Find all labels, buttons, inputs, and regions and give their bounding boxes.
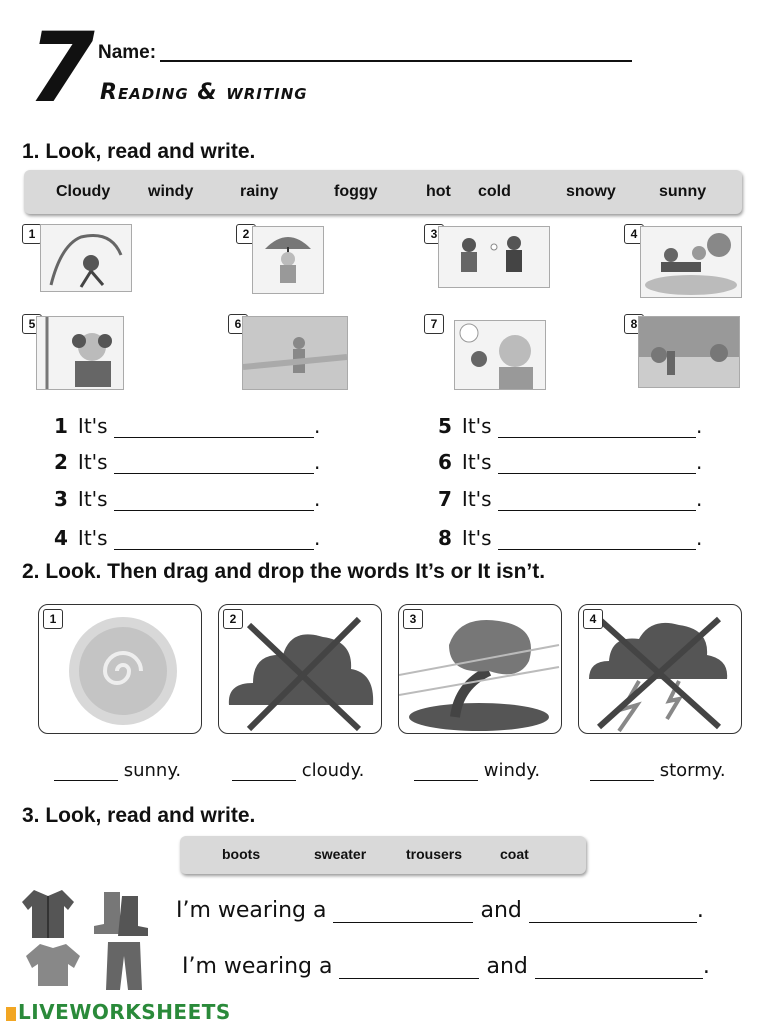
drop-target[interactable] — [414, 762, 478, 781]
word-bank-item: Cloudy — [56, 183, 111, 200]
word-bank-item: coat — [500, 846, 529, 862]
hot-boy-icon — [454, 320, 546, 390]
worksheet-number: 7 — [28, 12, 91, 124]
sunny-park-icon — [640, 226, 742, 298]
answer-blank[interactable] — [535, 960, 703, 979]
answer-blank[interactable] — [529, 904, 697, 923]
worksheet-subtitle: Reading & writing — [100, 80, 308, 105]
word-bank-item: sweater — [314, 846, 367, 862]
sentence-1: 1 It's . — [54, 414, 321, 438]
sentence-number: 7 — [438, 487, 452, 511]
card-number: 3 — [403, 609, 423, 629]
word-bank-item: cold — [478, 183, 511, 200]
name-input-line[interactable] — [160, 60, 632, 62]
sentence-number: 1 — [54, 414, 68, 438]
wearing-and: and — [480, 898, 522, 923]
sentence-number: 3 — [54, 487, 68, 511]
boots-icon — [90, 888, 150, 943]
wind-tree-icon — [399, 605, 561, 733]
cloudy-landscape-icon — [638, 316, 740, 388]
sentence-text: It's — [77, 526, 108, 550]
section2-title: 2. Look. Then drag and drop the words It’s or It isn’t. — [22, 560, 546, 583]
card-label: windy. — [483, 760, 541, 781]
word-bank-item: snowy — [566, 183, 616, 200]
logo-icon — [6, 1007, 16, 1021]
weather-card-2 — [218, 604, 382, 734]
sentence-text: It's — [461, 450, 492, 474]
sentence-7: 7 It's . — [438, 487, 703, 511]
wearing-and: and — [486, 954, 528, 979]
trousers-icon — [104, 940, 144, 997]
crossed-cloud-icon — [219, 605, 381, 733]
drag-sentence-2 — [232, 760, 364, 781]
sentence-number: 8 — [438, 526, 452, 550]
weather-card-1 — [38, 604, 202, 734]
sentence-text: It's — [77, 450, 108, 474]
section1-title: 1. Look, read and write. — [22, 140, 256, 163]
sentence-number: 5 — [438, 414, 452, 438]
wearing-end: . — [702, 954, 710, 979]
foggy-figure-icon — [242, 316, 348, 390]
sentence-number: 6 — [438, 450, 452, 474]
sentence-4: 4 It's . — [54, 526, 321, 550]
wearing-sentence-1 — [176, 898, 704, 923]
drop-target[interactable] — [54, 762, 118, 781]
rainy-girl-umbrella-icon — [252, 226, 324, 294]
liveworksheets-logo[interactable] — [6, 1000, 231, 1024]
coat-icon — [20, 884, 76, 945]
sentence-6: 6 It's . — [438, 450, 703, 474]
answer-blank[interactable] — [114, 531, 314, 550]
picture-number: 4 — [624, 224, 644, 244]
word-bank-item: foggy — [334, 183, 378, 200]
card-label: sunny. — [123, 760, 182, 781]
sentence-text: It's — [461, 526, 492, 550]
sentence-3: 3 It's . — [54, 487, 321, 511]
sentence-text: It's — [77, 414, 108, 438]
picture-number: 6 — [228, 314, 248, 334]
sentence-5: 5 It's . — [438, 414, 703, 438]
picture-number: 8 — [624, 314, 644, 334]
picture-number: 3 — [424, 224, 444, 244]
drop-target[interactable] — [590, 762, 654, 781]
drag-sentence-1 — [54, 760, 181, 781]
answer-blank[interactable] — [498, 492, 696, 511]
card-number: 1 — [43, 609, 63, 629]
word-bank-item: rainy — [240, 183, 279, 200]
answer-blank[interactable] — [114, 455, 314, 474]
card-number: 4 — [583, 609, 603, 629]
picture-number: 1 — [22, 224, 42, 244]
wearing-start: I’m wearing a — [182, 954, 333, 979]
sun-icon — [39, 605, 201, 733]
picture-number: 2 — [236, 224, 256, 244]
answer-blank[interactable] — [498, 455, 696, 474]
picture-number: 5 — [22, 314, 42, 334]
answer-blank[interactable] — [498, 531, 696, 550]
word-bank-item: hot — [426, 183, 451, 200]
word-bank-item: sunny — [659, 183, 707, 200]
windy-tree-icon — [40, 224, 132, 292]
sentence-8: 8 It's . — [438, 526, 703, 550]
drop-target[interactable] — [232, 762, 296, 781]
word-bank-item: boots — [222, 846, 261, 862]
card-label: stormy. — [659, 760, 726, 781]
sentence-text: It's — [77, 487, 108, 511]
sentence-number: 4 — [54, 526, 68, 550]
weather-card-3 — [398, 604, 562, 734]
sentence-number: 2 — [54, 450, 68, 474]
sentence-text: It's — [461, 414, 492, 438]
cold-boy-icon — [36, 316, 124, 390]
wearing-end: . — [696, 898, 704, 923]
sentence-text: It's — [461, 487, 492, 511]
answer-blank[interactable] — [114, 492, 314, 511]
drag-sentence-3 — [414, 760, 540, 781]
section1-word-bank — [24, 170, 742, 214]
answer-blank[interactable] — [114, 419, 314, 438]
crossed-storm-icon — [579, 605, 741, 733]
wearing-sentence-2 — [182, 954, 710, 979]
weather-card-4 — [578, 604, 742, 734]
logo-text: LIVEWORKSHEETS — [18, 1000, 231, 1024]
word-bank-item: trousers — [406, 846, 463, 862]
answer-blank[interactable] — [333, 904, 473, 923]
name-label: Name: — [98, 42, 157, 63]
card-label: cloudy. — [301, 760, 365, 781]
snowy-kids-icon — [438, 226, 550, 288]
card-number: 2 — [223, 609, 243, 629]
picture-number: 7 — [424, 314, 444, 334]
sentence-2: 2 It's . — [54, 450, 321, 474]
sweater-icon — [24, 940, 82, 993]
word-bank-item: windy — [148, 183, 194, 200]
wearing-start: I’m wearing a — [176, 898, 327, 923]
answer-blank[interactable] — [339, 960, 479, 979]
section3-word-bank — [180, 836, 586, 874]
answer-blank[interactable] — [498, 419, 696, 438]
section3-title: 3. Look, read and write. — [22, 804, 256, 827]
drag-sentence-4 — [590, 760, 726, 781]
